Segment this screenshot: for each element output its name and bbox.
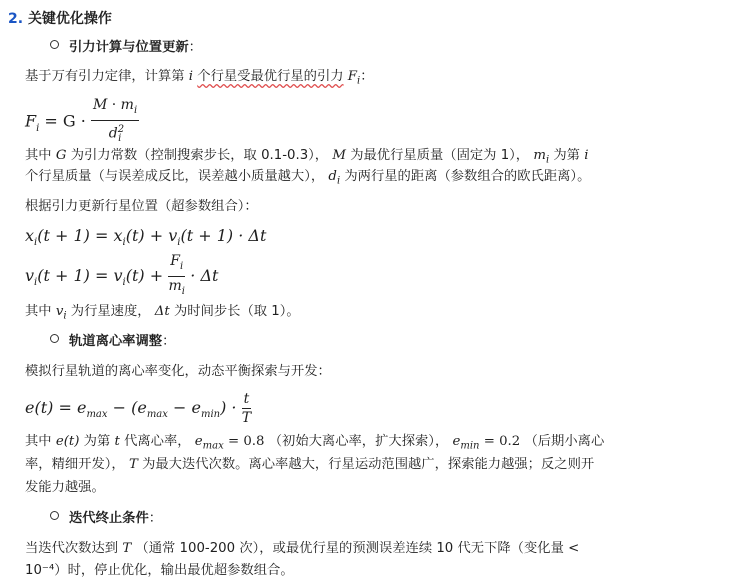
expr: · Δt xyxy=(190,265,219,285)
fraction xyxy=(91,96,139,148)
sub-i: i xyxy=(357,75,361,87)
value: = 0.2 xyxy=(483,434,521,449)
colon: ： xyxy=(162,334,176,349)
text: 率，精细开发）， xyxy=(25,457,125,472)
text: 为引力常数（控制搜索步长，取 0.1-0.3）， xyxy=(70,148,329,163)
subheading-eccentricity xyxy=(50,332,175,352)
var-m: m xyxy=(168,277,182,294)
paragraph-eccentricity-vars-3 xyxy=(25,478,105,498)
paragraph-termination-2 xyxy=(25,561,294,581)
text: 模拟行星轨道的离心率变化，动态平衡探索与开发： xyxy=(25,364,331,379)
var-d: d xyxy=(328,169,337,184)
numerator xyxy=(91,96,139,121)
var-d: d xyxy=(108,125,118,142)
text: 为最大迭代次数。离心率越大，行星运动范围越广，探索能力越强；反之则开 xyxy=(142,457,595,472)
text-underlined: 个行星受最优行星的引力 xyxy=(197,69,344,84)
subheading-title: 轨道离心率调整 xyxy=(69,334,163,349)
var-F: F xyxy=(25,111,37,131)
denominator xyxy=(168,277,185,301)
expr: e(t) = e xyxy=(25,398,87,417)
text: 为第 xyxy=(553,148,580,163)
expr: (t) + v xyxy=(125,226,178,245)
sub-i: i xyxy=(34,276,38,288)
fraction xyxy=(168,252,185,301)
text: （通常 100-200 次），或最优行星的预测误差连续 10 代无下降（变化量 < xyxy=(135,541,580,556)
section-heading xyxy=(8,8,112,28)
sub-i: i xyxy=(122,237,126,249)
text: 为行星速度， xyxy=(70,304,151,319)
equals-G: = G · xyxy=(44,111,86,131)
var-M: M xyxy=(92,97,108,113)
var-m: m xyxy=(120,97,134,113)
equation-position xyxy=(25,226,266,248)
sub-i: i xyxy=(133,104,138,116)
math-et: e(t) xyxy=(55,434,80,449)
var-F: F xyxy=(347,69,358,84)
subheading-title: 迭代终止条件 xyxy=(69,511,149,526)
section-title: 关键优化操作 xyxy=(27,11,112,27)
paragraph-velocity-vars xyxy=(25,302,300,327)
sub-max: max xyxy=(202,440,224,452)
var-x: x xyxy=(25,226,35,245)
text: 个行星质量（与误差成反比，误差越小质量越大）， xyxy=(25,169,325,184)
paragraph-eccentricity-intro xyxy=(25,362,331,382)
sub-i: i xyxy=(177,237,181,249)
denominator xyxy=(91,121,139,148)
section-number: 2. xyxy=(8,11,24,27)
paragraph-eccentricity-vars-1 xyxy=(25,432,604,457)
hollow-bullet-icon xyxy=(50,334,59,343)
math-T: T xyxy=(122,541,132,556)
var-v: v xyxy=(55,304,64,319)
dot: · xyxy=(111,97,117,113)
equation-velocity xyxy=(25,252,218,301)
math-emin xyxy=(452,434,521,452)
sub-i: i xyxy=(63,310,67,322)
subheading-title: 引力计算与位置更新 xyxy=(69,40,189,55)
text: 其中 xyxy=(25,434,52,449)
expr: (t) + xyxy=(125,265,164,285)
math-M: M xyxy=(332,148,346,163)
sub-i: i xyxy=(336,175,341,187)
paragraph-termination-1 xyxy=(25,539,579,559)
expr: (t + 1) = x xyxy=(37,226,123,245)
equation-gravity xyxy=(25,96,139,148)
colon: ： xyxy=(360,69,374,84)
colon: ： xyxy=(148,511,163,526)
text: （初始大离心率，扩大探索）， xyxy=(268,434,449,449)
hollow-bullet-icon xyxy=(50,40,59,49)
sub-max: max xyxy=(86,409,108,421)
math-i: i xyxy=(584,148,589,163)
math-dt: Δt xyxy=(154,304,170,319)
var-v: v xyxy=(25,265,35,285)
text: 为时间步长（取 1）。 xyxy=(173,304,300,319)
math-vi xyxy=(55,304,67,322)
sub-min: min xyxy=(460,440,480,452)
text: 其中 xyxy=(25,148,52,163)
paragraph-update-intro xyxy=(25,197,258,217)
math-G: G xyxy=(55,148,67,163)
text: 代离心率， xyxy=(124,434,191,449)
value: = 0.8 xyxy=(227,434,265,449)
sub-i: i xyxy=(118,133,122,145)
expr: − (e xyxy=(107,398,147,417)
paragraph-gravity-intro xyxy=(25,67,374,92)
sub-min: min xyxy=(200,409,221,421)
hollow-bullet-icon xyxy=(50,511,59,520)
denominator: T xyxy=(241,410,252,426)
sub-i: i xyxy=(34,237,38,249)
expr: − e xyxy=(167,398,201,417)
paragraph-eccentricity-vars-2 xyxy=(25,455,594,475)
math-Fi xyxy=(347,69,361,87)
text: 当迭代次数达到 xyxy=(25,541,119,556)
var-e: e xyxy=(194,434,203,449)
numerator xyxy=(168,252,185,277)
text: 为最优行星质量（固定为 1）， xyxy=(350,148,530,163)
subheading-gravity xyxy=(50,38,202,58)
text: 为第 xyxy=(83,434,111,449)
sub-i: i xyxy=(179,260,184,272)
text: 基于万有引力定律，计算第 xyxy=(25,69,185,84)
math-emax xyxy=(194,434,265,452)
sub-i: i xyxy=(181,285,185,297)
math-T: T xyxy=(128,457,138,472)
equation-eccentricity xyxy=(25,390,251,427)
sub-max: max xyxy=(146,409,168,421)
var-m: m xyxy=(533,148,546,163)
text: 10⁻⁴）时，停止优化，输出最优超参数组合。 xyxy=(25,563,294,578)
math-t: t xyxy=(114,434,120,449)
text: 根据引力更新行星位置（超参数组合）： xyxy=(25,199,258,214)
sup-2: 2 xyxy=(117,123,125,135)
math-i: i xyxy=(188,69,194,84)
text: 发能力越强。 xyxy=(25,480,105,495)
var-F: F xyxy=(170,253,180,269)
sub-i: i xyxy=(545,154,550,166)
var-e: e xyxy=(452,434,461,449)
fraction xyxy=(242,390,252,427)
expr: ) · xyxy=(220,398,237,417)
expr: (t + 1) = v xyxy=(37,265,123,285)
paragraph-gravity-vars-2 xyxy=(25,167,590,192)
colon: ： xyxy=(188,40,202,55)
math-mi xyxy=(533,148,550,166)
sub-i: i xyxy=(122,276,126,288)
text: （后期小离心 xyxy=(524,434,605,449)
math-di xyxy=(328,169,341,187)
text: 为两行星的距离（参数组合的欧氏距离）。 xyxy=(344,169,591,184)
sub-i: i xyxy=(36,122,40,134)
expr: (t + 1) · Δt xyxy=(180,226,267,245)
text: 其中 xyxy=(25,304,52,319)
subheading-termination xyxy=(50,509,162,529)
numerator: t xyxy=(243,391,250,407)
